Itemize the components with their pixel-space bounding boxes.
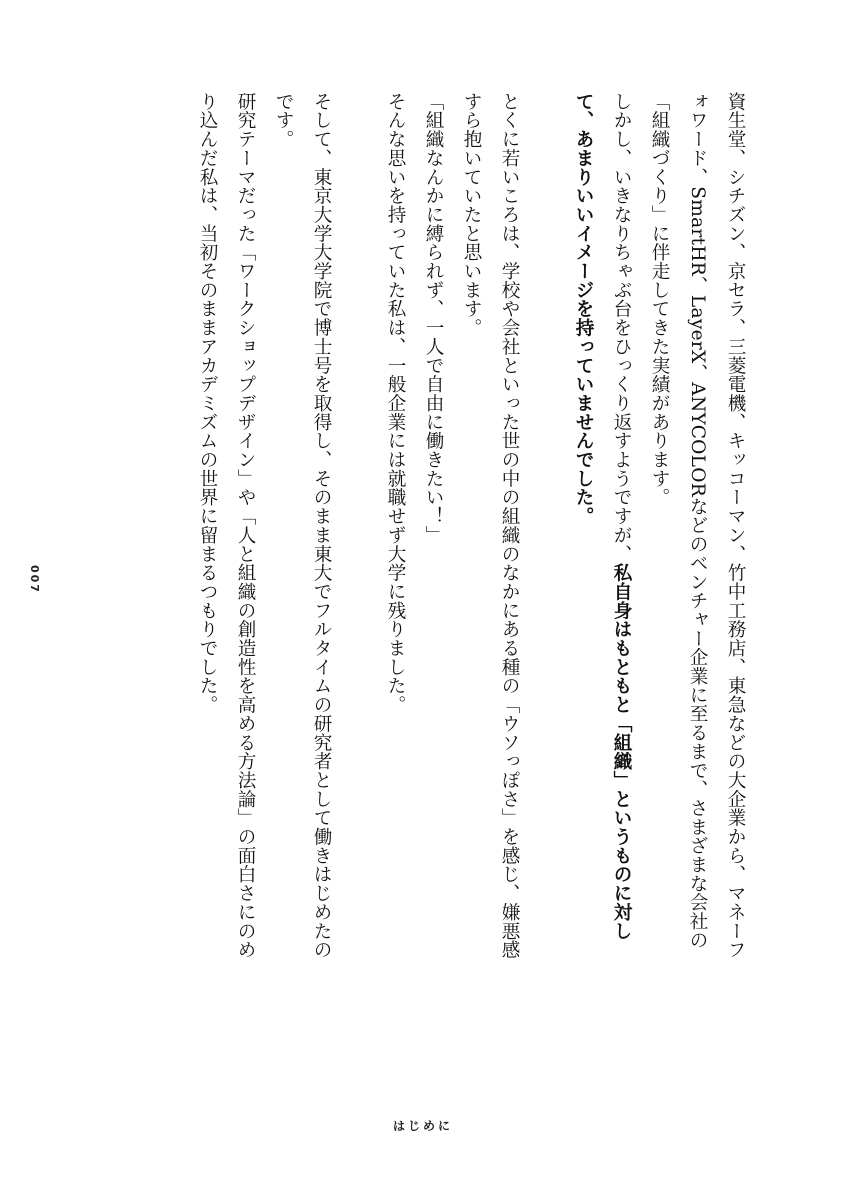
quote-text: 「組織なんかに縛られず、一人で自由に働きたい！」	[423, 92, 444, 545]
quote-work-freely	[414, 92, 452, 962]
body-text	[152, 92, 754, 962]
page-number: 007	[28, 565, 41, 594]
running-footer: はじめに	[392, 1119, 453, 1133]
paragraph-stayed-text: そんな思いを持っていた私は、一般企業には就職せず大学に残りました。	[385, 92, 406, 715]
paragraph-image-emphasis: 私自身はもともと「組織」というものに対して、あまりいいイメージを持っていませんでした。	[573, 92, 632, 941]
paragraph-clients-text: 資生堂、シチズン、京セラ、三菱電機、キッコーマン、竹中工務店、東急などの大企業から、マネーフォワード、SmartHR、LayerX、ANYCOLORなどのベンチャー企業に至るまで、さまざまな会社の「組織づくり」に伴走してきた実績があります。	[649, 92, 746, 960]
paragraph-youth-text: とくに若いころは、学校や会社といった世の中の組織のなかにある種の「ウソっぽさ」を感じ、嫌悪感すら抱いていたと思います。	[461, 92, 520, 960]
paragraph-research-theme	[188, 92, 264, 962]
paragraph-stayed-university	[376, 92, 414, 962]
paragraph-youth	[452, 92, 528, 962]
paragraph-image-of-organization	[564, 92, 640, 962]
paragraph-research-text: 研究テーマだった「ワークショップデザイン」や「人と組織の創造性を高める方法論」の面白さにのめり込んだ私は、当初そのままアカデミズムの世界に留まるつもりでした。	[197, 92, 256, 960]
paragraph-phd-text: そして、東京大学大学院で博士号を取得し、そのまま東大でフルタイムの研究者として働きはじめたのです。	[273, 92, 332, 960]
paragraph-clients	[640, 92, 754, 962]
paragraph-phd	[264, 92, 340, 962]
paragraph-image-lead: しかし、いきなりちゃぶ台をひっくり返すようですが、	[611, 92, 632, 564]
